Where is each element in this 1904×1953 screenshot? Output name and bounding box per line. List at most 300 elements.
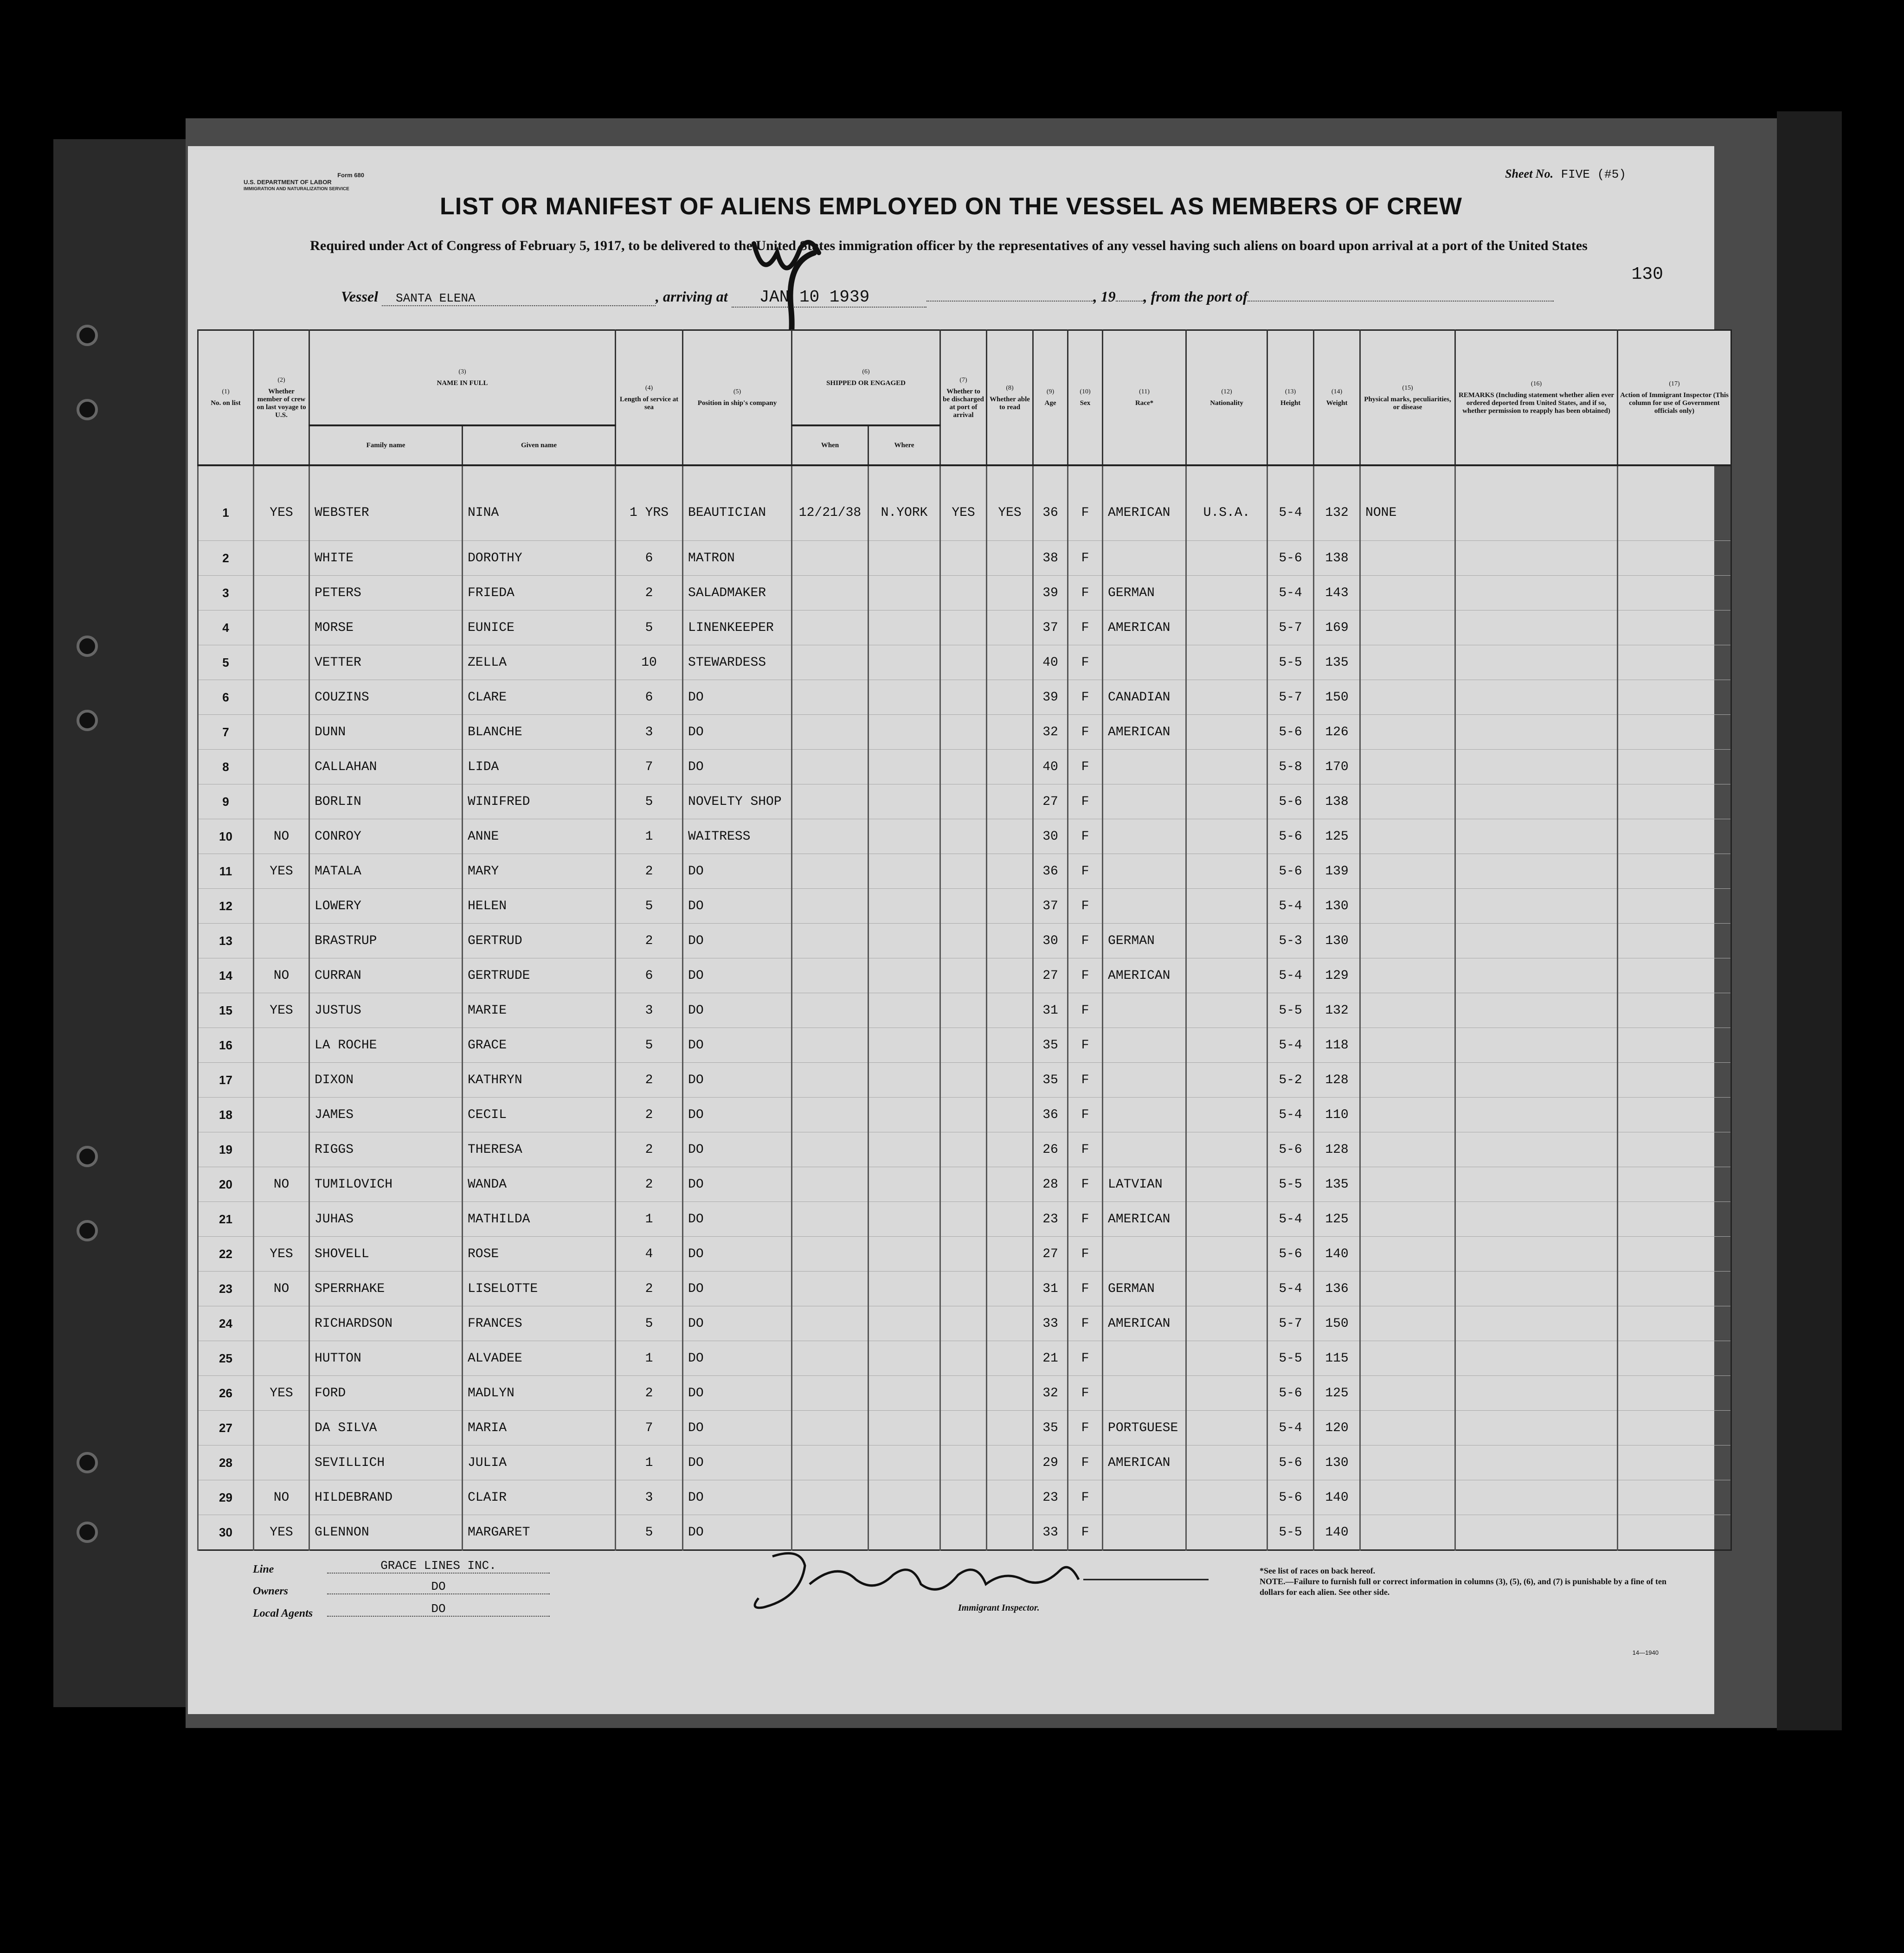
length-of-service-cell: 2 — [616, 1376, 683, 1411]
sex-cell: F — [1068, 1515, 1103, 1550]
nationality-cell — [1186, 784, 1267, 819]
able-to-read-cell — [987, 1028, 1033, 1063]
length-of-service-cell: 2 — [616, 854, 683, 889]
weight-cell: 110 — [1314, 1098, 1360, 1132]
length-of-service-cell: 5 — [616, 1028, 683, 1063]
given-name-cell: GERTRUDE — [463, 958, 616, 993]
weight-cell: 125 — [1314, 1202, 1360, 1237]
position-cell: DO — [683, 1306, 792, 1341]
given-name-cell: CLAIR — [463, 1480, 616, 1515]
remarks-cell — [1455, 1411, 1618, 1445]
form-code: 14—1940 — [1632, 1649, 1659, 1656]
given-name-cell: DOROTHY — [463, 541, 616, 576]
owners-label: Owners — [253, 1585, 289, 1597]
age-cell: 38 — [1033, 541, 1068, 576]
nationality-cell — [1186, 1237, 1267, 1272]
length-of-service-cell: 6 — [616, 958, 683, 993]
length-of-service-cell: 2 — [616, 1272, 683, 1306]
shipped-where-cell — [868, 576, 940, 610]
remarks-cell — [1455, 1132, 1618, 1167]
remarks-cell — [1455, 1376, 1618, 1411]
col-header-3: (3) NAME IN FULL — [309, 330, 616, 426]
shipped-when-cell — [792, 889, 868, 924]
position-cell: DO — [683, 1480, 792, 1515]
position-cell: DO — [683, 1132, 792, 1167]
able-to-read-cell — [987, 715, 1033, 750]
nationality-cell: U.S.A. — [1186, 465, 1267, 541]
given-name-cell: GRACE — [463, 1028, 616, 1063]
shipped-where-cell — [868, 1445, 940, 1480]
age-cell: 40 — [1033, 750, 1068, 784]
col-header-7: (7) Whether to be discharged at port of arrival — [940, 330, 987, 466]
table-row — [198, 1376, 1731, 1411]
table-row — [198, 1341, 1731, 1376]
weight-cell: 138 — [1314, 784, 1360, 819]
shipped-where-cell — [868, 1063, 940, 1098]
weight-cell: 169 — [1314, 610, 1360, 645]
able-to-read-cell: YES — [987, 465, 1033, 541]
no-on-list-cell: 3 — [198, 576, 254, 610]
nationality-cell — [1186, 715, 1267, 750]
given-name-cell: WANDA — [463, 1167, 616, 1202]
no-on-list-cell: 11 — [198, 854, 254, 889]
remarks-cell — [1455, 819, 1618, 854]
physical-marks-cell — [1360, 645, 1455, 680]
age-cell: 31 — [1033, 993, 1068, 1028]
physical-marks-cell — [1360, 1411, 1455, 1445]
remarks-cell — [1455, 1445, 1618, 1480]
physical-marks-cell — [1360, 1376, 1455, 1411]
shipped-where-cell — [868, 1411, 940, 1445]
no-on-list-cell: 17 — [198, 1063, 254, 1098]
sex-cell: F — [1068, 576, 1103, 610]
discharged-cell — [940, 924, 987, 958]
able-to-read-cell — [987, 1237, 1033, 1272]
shipped-where-cell — [868, 1376, 940, 1411]
age-cell: 40 — [1033, 645, 1068, 680]
no-on-list-cell: 7 — [198, 715, 254, 750]
shipped-when-cell — [792, 784, 868, 819]
table-row — [198, 1480, 1731, 1515]
inspector-action-cell — [1618, 1167, 1731, 1202]
col-header-10: (10) Sex — [1068, 330, 1103, 466]
length-of-service-cell: 4 — [616, 1237, 683, 1272]
sex-cell: F — [1068, 1167, 1103, 1202]
remarks-cell — [1455, 1098, 1618, 1132]
prior-voyage-cell: YES — [254, 1237, 309, 1272]
no-on-list-cell: 5 — [198, 645, 254, 680]
weight-cell: 150 — [1314, 1306, 1360, 1341]
line-value: GRACE LINES INC. — [327, 1559, 550, 1574]
service-name: IMMIGRATION AND NATURALIZATION SERVICE — [244, 186, 349, 192]
physical-marks-cell — [1360, 1167, 1455, 1202]
position-cell: DO — [683, 1202, 792, 1237]
binder-hole — [77, 1220, 98, 1241]
length-of-service-cell: 6 — [616, 541, 683, 576]
weight-cell: 132 — [1314, 993, 1360, 1028]
race-cell: AMERICAN — [1103, 610, 1186, 645]
table-row — [198, 1411, 1731, 1445]
remarks-cell — [1455, 1167, 1618, 1202]
race-cell — [1103, 1098, 1186, 1132]
col-header-11: (11) Race* — [1103, 330, 1186, 466]
able-to-read-cell — [987, 610, 1033, 645]
able-to-read-cell — [987, 1445, 1033, 1480]
able-to-read-cell — [987, 854, 1033, 889]
nationality-cell — [1186, 1202, 1267, 1237]
height-cell: 5-4 — [1267, 465, 1314, 541]
no-on-list-cell: 26 — [198, 1376, 254, 1411]
race-cell — [1103, 819, 1186, 854]
race-cell — [1103, 1341, 1186, 1376]
table-row — [198, 750, 1731, 784]
weight-cell: 125 — [1314, 1376, 1360, 1411]
nationality-cell — [1186, 1063, 1267, 1098]
table-row — [198, 1202, 1731, 1237]
given-name-cell: MARIA — [463, 1411, 616, 1445]
race-cell: AMERICAN — [1103, 958, 1186, 993]
family-name-cell: SHOVELL — [309, 1237, 463, 1272]
physical-marks-cell — [1360, 1132, 1455, 1167]
remarks-cell — [1455, 715, 1618, 750]
height-cell: 5-3 — [1267, 924, 1314, 958]
race-cell — [1103, 889, 1186, 924]
shipped-when-cell — [792, 750, 868, 784]
sex-cell: F — [1068, 1306, 1103, 1341]
prior-voyage-cell — [254, 680, 309, 715]
prior-voyage-cell — [254, 1411, 309, 1445]
discharged-cell — [940, 1167, 987, 1202]
table-row — [198, 1028, 1731, 1063]
weight-cell: 140 — [1314, 1480, 1360, 1515]
able-to-read-cell — [987, 1411, 1033, 1445]
form-id — [244, 172, 364, 193]
length-of-service-cell: 2 — [616, 924, 683, 958]
age-cell: 21 — [1033, 1341, 1068, 1376]
length-of-service-cell: 2 — [616, 576, 683, 610]
no-on-list-cell: 24 — [198, 1306, 254, 1341]
sex-cell: F — [1068, 1098, 1103, 1132]
height-cell: 5-6 — [1267, 1480, 1314, 1515]
height-cell: 5-5 — [1267, 1515, 1314, 1550]
vessel-label: Vessel — [341, 288, 378, 305]
col-header-16: (16) REMARKS (Including statement whether alien ever ordered deported from United States, and if so, whether permission to reapply has been obtained) — [1455, 330, 1618, 466]
sex-cell: F — [1068, 1341, 1103, 1376]
discharged-cell — [940, 1028, 987, 1063]
no-on-list-cell: 18 — [198, 1098, 254, 1132]
weight-cell: 118 — [1314, 1028, 1360, 1063]
height-cell: 5-6 — [1267, 1237, 1314, 1272]
table-row — [198, 1445, 1731, 1480]
given-name-cell: KATHRYN — [463, 1063, 616, 1098]
inspector-action-cell — [1618, 1202, 1731, 1237]
inspector-action-cell — [1618, 1306, 1731, 1341]
race-cell: AMERICAN — [1103, 465, 1186, 541]
position-cell: DO — [683, 889, 792, 924]
no-on-list-cell: 15 — [198, 993, 254, 1028]
sex-cell: F — [1068, 1237, 1103, 1272]
physical-marks-cell — [1360, 889, 1455, 924]
sub-header-given-name: Given name — [463, 425, 616, 465]
physical-marks-cell: NONE — [1360, 465, 1455, 541]
physical-marks-cell — [1360, 819, 1455, 854]
physical-marks-cell — [1360, 576, 1455, 610]
shipped-when-cell — [792, 1411, 868, 1445]
vessel-value: SANTA ELENA — [382, 291, 656, 306]
given-name-cell: MADLYN — [463, 1376, 616, 1411]
nationality-cell — [1186, 854, 1267, 889]
length-of-service-cell: 7 — [616, 750, 683, 784]
family-name-cell: RICHARDSON — [309, 1306, 463, 1341]
remarks-cell — [1455, 610, 1618, 645]
family-name-cell: JAMES — [309, 1098, 463, 1132]
able-to-read-cell — [987, 1098, 1033, 1132]
prior-voyage-cell — [254, 889, 309, 924]
physical-marks-cell — [1360, 715, 1455, 750]
shipped-when-cell — [792, 715, 868, 750]
family-name-cell: MATALA — [309, 854, 463, 889]
no-on-list-cell: 4 — [198, 610, 254, 645]
binder-hole — [77, 1452, 98, 1473]
given-name-cell: JULIA — [463, 1445, 616, 1480]
height-cell: 5-6 — [1267, 1132, 1314, 1167]
able-to-read-cell — [987, 645, 1033, 680]
no-on-list-cell: 14 — [198, 958, 254, 993]
sex-cell: F — [1068, 1480, 1103, 1515]
inspector-action-cell — [1618, 1376, 1731, 1411]
col-header-15: (15) Physical marks, peculiarities, or disease — [1360, 330, 1455, 466]
shipped-when-cell — [792, 1445, 868, 1480]
nationality-cell — [1186, 645, 1267, 680]
family-name-cell: JUSTUS — [309, 993, 463, 1028]
age-cell: 27 — [1033, 1237, 1068, 1272]
age-cell: 27 — [1033, 784, 1068, 819]
penalty-note: NOTE.—Failure to furnish full or correct information in columns (3), (5), (6), and (7) is punishable by a fine of ten dollars for each alien. See other side. — [1260, 1577, 1667, 1597]
position-cell: LINENKEEPER — [683, 610, 792, 645]
form-header — [188, 146, 1714, 322]
footer-note — [1260, 1566, 1677, 1598]
sex-cell: F — [1068, 715, 1103, 750]
col-header-13: (13) Height — [1267, 330, 1314, 466]
table-row — [198, 889, 1731, 924]
right-film-strip — [1777, 111, 1842, 1730]
family-name-cell: WHITE — [309, 541, 463, 576]
family-name-cell: DA SILVA — [309, 1411, 463, 1445]
discharged-cell — [940, 854, 987, 889]
sex-cell: F — [1068, 819, 1103, 854]
col-header-9: (9) Age — [1033, 330, 1068, 466]
inspector-label: Immigrant Inspector. — [958, 1603, 1040, 1613]
age-cell: 36 — [1033, 465, 1068, 541]
race-cell: GERMAN — [1103, 924, 1186, 958]
weight-cell: 115 — [1314, 1341, 1360, 1376]
prior-voyage-cell: YES — [254, 854, 309, 889]
no-on-list-cell: 2 — [198, 541, 254, 576]
length-of-service-cell: 2 — [616, 1167, 683, 1202]
discharged-cell — [940, 889, 987, 924]
shipped-where-cell — [868, 1167, 940, 1202]
position-cell: BEAUTICIAN — [683, 465, 792, 541]
discharged-cell — [940, 958, 987, 993]
weight-cell: 128 — [1314, 1132, 1360, 1167]
height-cell: 5-4 — [1267, 1411, 1314, 1445]
discharged-cell — [940, 1376, 987, 1411]
shipped-when-cell — [792, 1480, 868, 1515]
race-cell — [1103, 645, 1186, 680]
form-footer — [188, 1533, 1714, 1709]
column-header-row — [198, 330, 1731, 426]
given-name-cell: LISELOTTE — [463, 1272, 616, 1306]
inspector-action-cell — [1618, 1132, 1731, 1167]
remarks-cell — [1455, 680, 1618, 715]
able-to-read-cell — [987, 680, 1033, 715]
shipped-where-cell — [868, 1341, 940, 1376]
age-cell: 28 — [1033, 1167, 1068, 1202]
race-cell — [1103, 993, 1186, 1028]
prior-voyage-cell — [254, 1445, 309, 1480]
age-cell: 31 — [1033, 1272, 1068, 1306]
no-on-list-cell: 23 — [198, 1272, 254, 1306]
prior-voyage-cell — [254, 924, 309, 958]
shipped-where-cell — [868, 715, 940, 750]
able-to-read-cell — [987, 924, 1033, 958]
family-name-cell: VETTER — [309, 645, 463, 680]
shipped-when-cell — [792, 819, 868, 854]
nationality-cell — [1186, 1306, 1267, 1341]
department-name: U.S. DEPARTMENT OF LABOR — [244, 179, 332, 186]
inspector-action-cell — [1618, 465, 1731, 541]
age-cell: 39 — [1033, 576, 1068, 610]
position-cell: DO — [683, 1098, 792, 1132]
inspector-action-cell — [1618, 680, 1731, 715]
table-row — [198, 576, 1731, 610]
nationality-cell — [1186, 680, 1267, 715]
weight-cell: 125 — [1314, 819, 1360, 854]
height-cell: 5-6 — [1267, 1376, 1314, 1411]
remarks-cell — [1455, 1306, 1618, 1341]
weight-cell: 132 — [1314, 465, 1360, 541]
discharged-cell — [940, 541, 987, 576]
age-cell: 36 — [1033, 854, 1068, 889]
col-header-14: (14) Weight — [1314, 330, 1360, 466]
age-cell: 32 — [1033, 1376, 1068, 1411]
inspector-action-cell — [1618, 1028, 1731, 1063]
race-cell: LATVIAN — [1103, 1167, 1186, 1202]
race-cell: AMERICAN — [1103, 1445, 1186, 1480]
physical-marks-cell — [1360, 993, 1455, 1028]
remarks-cell — [1455, 645, 1618, 680]
height-cell: 5-6 — [1267, 819, 1314, 854]
nationality-cell — [1186, 1341, 1267, 1376]
shipped-when-cell — [792, 854, 868, 889]
col-header-6: (6) SHIPPED OR ENGAGED — [792, 330, 940, 426]
family-name-cell: SEVILLICH — [309, 1445, 463, 1480]
table-row — [198, 1063, 1731, 1098]
from-port-label: , from the port of — [1143, 288, 1248, 305]
nationality-cell — [1186, 924, 1267, 958]
weight-cell: 130 — [1314, 924, 1360, 958]
family-name-cell: HUTTON — [309, 1341, 463, 1376]
position-cell: MATRON — [683, 541, 792, 576]
prior-voyage-cell — [254, 1063, 309, 1098]
discharged-cell — [940, 1306, 987, 1341]
table-row — [198, 1098, 1731, 1132]
given-name-cell: LIDA — [463, 750, 616, 784]
no-on-list-cell: 9 — [198, 784, 254, 819]
prior-voyage-cell: YES — [254, 465, 309, 541]
position-cell: DO — [683, 1237, 792, 1272]
race-cell — [1103, 854, 1186, 889]
discharged-cell — [940, 819, 987, 854]
inspector-action-cell — [1618, 576, 1731, 610]
given-name-cell: HELEN — [463, 889, 616, 924]
inspector-action-cell — [1618, 750, 1731, 784]
race-cell: GERMAN — [1103, 576, 1186, 610]
position-cell: DO — [683, 1376, 792, 1411]
shipped-when-cell — [792, 993, 868, 1028]
prior-voyage-cell — [254, 1132, 309, 1167]
nationality-cell — [1186, 889, 1267, 924]
shipped-when-cell — [792, 576, 868, 610]
vessel-line — [341, 288, 1554, 308]
shipped-where-cell — [868, 924, 940, 958]
shipped-when-cell — [792, 1272, 868, 1306]
shipped-when-cell — [792, 1237, 868, 1272]
shipped-when-cell — [792, 1098, 868, 1132]
shipped-when-cell — [792, 958, 868, 993]
physical-marks-cell — [1360, 1237, 1455, 1272]
shipped-where-cell — [868, 645, 940, 680]
given-name-cell: WINIFRED — [463, 784, 616, 819]
physical-marks-cell — [1360, 1341, 1455, 1376]
inspector-action-cell — [1618, 993, 1731, 1028]
sub-header-where: Where — [868, 425, 940, 465]
given-name-cell: CECIL — [463, 1098, 616, 1132]
table-row — [198, 993, 1731, 1028]
shipped-when-cell — [792, 1341, 868, 1376]
height-cell: 5-7 — [1267, 610, 1314, 645]
shipped-when-cell — [792, 610, 868, 645]
table-row — [198, 1306, 1731, 1341]
race-cell — [1103, 1376, 1186, 1411]
prior-voyage-cell: NO — [254, 1167, 309, 1202]
position-cell: DO — [683, 854, 792, 889]
shipped-where-cell — [868, 1480, 940, 1515]
position-cell: DO — [683, 1411, 792, 1445]
sex-cell: F — [1068, 680, 1103, 715]
length-of-service-cell: 2 — [616, 1132, 683, 1167]
age-cell: 26 — [1033, 1132, 1068, 1167]
race-cell: AMERICAN — [1103, 1306, 1186, 1341]
sex-cell: F — [1068, 1063, 1103, 1098]
able-to-read-cell — [987, 1341, 1033, 1376]
length-of-service-cell: 3 — [616, 1480, 683, 1515]
prior-voyage-cell — [254, 715, 309, 750]
weight-cell: 128 — [1314, 1063, 1360, 1098]
able-to-read-cell — [987, 958, 1033, 993]
position-cell: DO — [683, 1515, 792, 1550]
age-cell: 36 — [1033, 1098, 1068, 1132]
able-to-read-cell — [987, 750, 1033, 784]
remarks-cell — [1455, 1480, 1618, 1515]
shipped-where-cell — [868, 1202, 940, 1237]
position-cell: DO — [683, 924, 792, 958]
height-cell: 5-4 — [1267, 1028, 1314, 1063]
discharged-cell — [940, 993, 987, 1028]
shipped-where-cell — [868, 1098, 940, 1132]
height-cell: 5-8 — [1267, 750, 1314, 784]
physical-marks-cell — [1360, 610, 1455, 645]
